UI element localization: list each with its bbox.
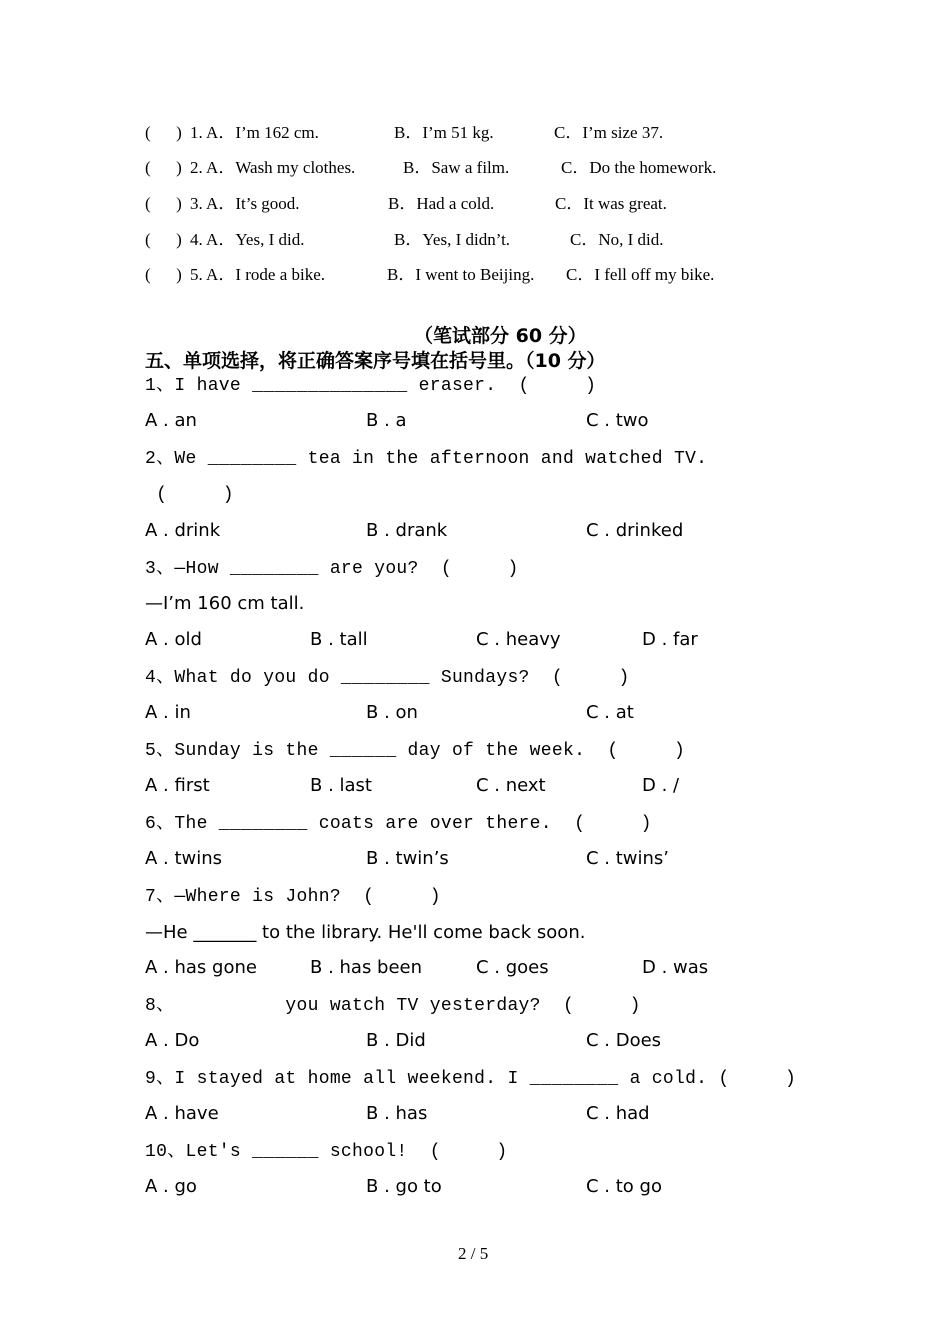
option-a: 5. A．I rode a bike.: [190, 265, 326, 284]
answer-paren: ( ): [145, 265, 182, 284]
question-text: 7、—Where is John? ( ): [145, 887, 441, 907]
option-a: A . old: [145, 629, 202, 650]
option-c: C . twins’: [586, 848, 670, 869]
option-a: A . in: [145, 702, 191, 723]
option-b: B . has: [366, 1103, 428, 1124]
option-a: A . first: [145, 775, 210, 796]
answer-paren: ( ): [145, 485, 234, 505]
option-c: C . Does: [586, 1030, 662, 1051]
answer-paren: ( ): [145, 158, 182, 177]
option-b: B．I went to Beijing.: [387, 265, 535, 284]
question-text: 9、I stayed at home all weekend. I ________ a cold. ( ): [145, 1069, 797, 1089]
option-a: 4. A．Yes, I did.: [190, 230, 305, 249]
option-c: C．Do the homework.: [561, 158, 717, 177]
option-c: C . at: [586, 702, 634, 723]
option-d: D . was: [642, 957, 709, 978]
answer-paren: ( ): [145, 230, 182, 249]
option-b: B．I’m 51 kg.: [394, 123, 494, 142]
option-b: B . has been: [310, 957, 423, 978]
option-c: C . to go: [586, 1176, 662, 1197]
option-b: B . drank: [366, 520, 448, 541]
option-a: A . an: [145, 410, 197, 431]
option-a: A . Do: [145, 1030, 200, 1051]
question-text: 10、Let's ______ school! ( ): [145, 1142, 508, 1162]
option-a: A . twins: [145, 848, 223, 869]
option-a: A . drink: [145, 520, 221, 541]
option-c: C . drinked: [586, 520, 684, 541]
option-b: B . Did: [366, 1030, 426, 1051]
option-a: 1. A．I’m 162 cm.: [190, 123, 319, 142]
question-text: 1、I have ______________ eraser. ( ): [145, 376, 597, 396]
option-b: B . a: [366, 410, 407, 431]
question-text: 4、What do you do ________ Sundays? ( ): [145, 668, 630, 688]
written-part-title: （笔试部分 60 分）: [414, 325, 587, 347]
answer-paren: ( ): [145, 123, 182, 142]
option-b: B．Saw a film.: [403, 158, 510, 177]
option-c: C . heavy: [476, 629, 561, 650]
option-c: C . two: [586, 410, 649, 431]
option-a: A . has gone: [145, 957, 257, 978]
answer-paren: ( ): [145, 194, 182, 213]
question-text: 8、 you watch TV yesterday? ( ): [145, 996, 641, 1016]
option-d: D . /: [642, 775, 680, 796]
option-b: B . on: [366, 702, 418, 723]
option-b: B．Yes, I didn’t.: [394, 230, 511, 249]
option-c: C . goes: [476, 957, 549, 978]
question-text: 5、Sunday is the ______ day of the week. ( ): [145, 741, 686, 761]
option-c: C．I’m size 37.: [554, 123, 664, 142]
option-a: 2. A．Wash my clothes.: [190, 158, 356, 177]
question-text: 2、We ________ tea in the afternoon and watched TV.: [145, 449, 708, 469]
question-text: 3、—How ________ are you? ( ): [145, 559, 519, 579]
option-b: B . tall: [310, 629, 368, 650]
option-b: B . last: [310, 775, 372, 796]
option-b: B．Had a cold.: [388, 194, 495, 213]
option-c: C．No, I did.: [570, 230, 664, 249]
question-text: 6、The ________ coats are over there. ( ): [145, 814, 652, 834]
option-c: C . had: [586, 1103, 650, 1124]
option-a: A . go: [145, 1176, 197, 1197]
question-response: —I’m 160 cm tall.: [145, 593, 305, 614]
question-response: —He _______ to the library. He'll come back soon.: [145, 922, 586, 943]
option-d: D . far: [642, 629, 698, 650]
option-a: A . have: [145, 1103, 219, 1124]
option-c: C．It was great.: [555, 194, 667, 213]
option-c: C . next: [476, 775, 546, 796]
option-a: 3. A．It’s good.: [190, 194, 300, 213]
option-c: C．I fell off my bike.: [566, 265, 715, 284]
section-heading: 五、单项选择，将正确答案序号填在括号里。（10 分）: [145, 350, 606, 372]
option-b: B . go to: [366, 1176, 442, 1197]
page-number: 2 / 5: [458, 1244, 489, 1263]
option-b: B . twin’s: [366, 848, 449, 869]
